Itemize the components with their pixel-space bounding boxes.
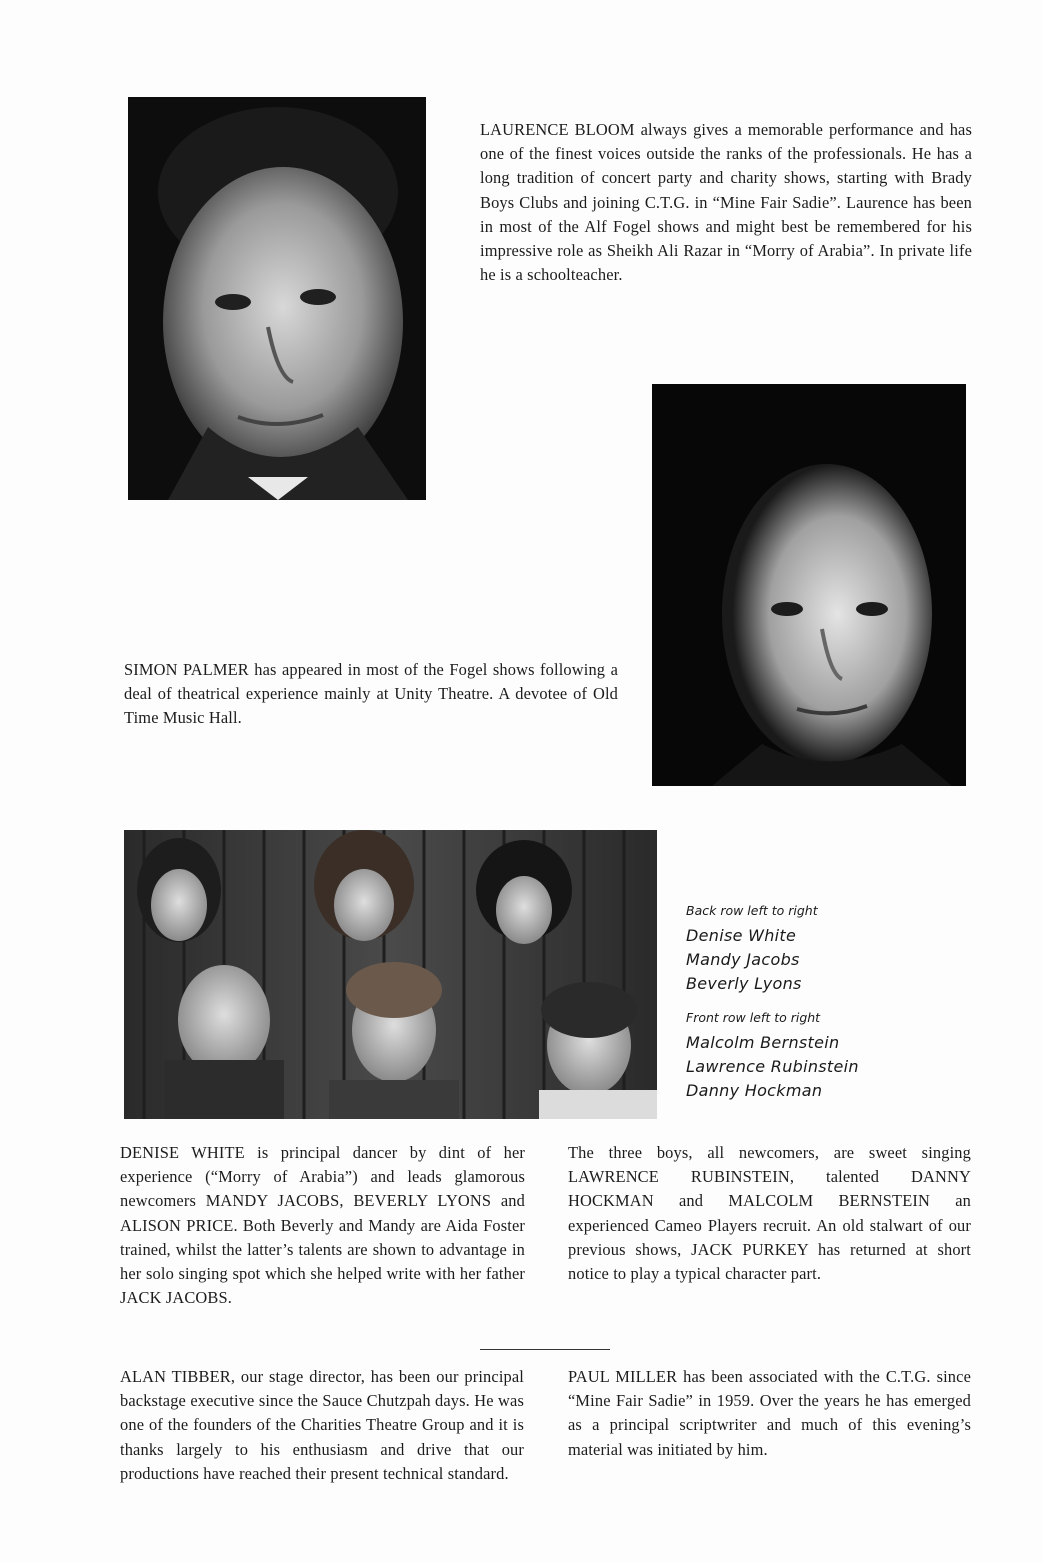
bio-laurence-bloom: LAURENCE BLOOM always gives a memorable performance and has one of the finest voices outside the ranks of the professionals. He has a long tradition of concert party and charity shows, starting with Brady Boys Clubs and joining C.T.G. in “Mine Fair Sadie”. Laurence has been in most of the Alf Fogel shows and might best be remembered for his impressive role as Sheikh Ali Razar in “Morry of Arabia”. In private life he is a schoolteacher.	[480, 120, 972, 285]
back-row-name: Denise White	[686, 926, 797, 945]
front-row-name: Malcolm Bernstein	[686, 1033, 840, 1052]
portrait-simon-palmer	[652, 384, 966, 786]
bio-paul-miller: PAUL MILLER has been associated with the C.T.G. since “Mine Fair Sadie” in 1959. Over the years he has emerged as a principal scriptwriter and much of this evening’s material was initiated by him.	[568, 1367, 971, 1459]
group-photo-caption	[686, 903, 936, 1103]
front-row-name: Danny Hockman	[686, 1081, 823, 1100]
bio-simon-palmer: SIMON PALMER has appeared in most of the Fogel shows following a deal of theatrical experience mainly at Unity Theatre. A devotee of Old Time Music Hall.	[124, 660, 618, 728]
front-row-name: Lawrence Rubinstein	[686, 1057, 859, 1076]
portrait-laurence-bloom	[128, 97, 426, 500]
back-row-name: Mandy Jacobs	[686, 950, 800, 969]
bio-denise-white: DENISE WHITE is principal dancer by dint of her experience (“Morry of Arabia”) and leads glamorous newcomers MANDY JACOBS, BEVERLY LYONS and ALISON PRICE. Both Beverly and Mandy are Aida Foster trained, whilst the latter’s talents are shown to advantage in her solo singing spot which she helped write with her father JACK JACOBS.	[120, 1143, 525, 1308]
front-row-heading: Front row left to right	[686, 1010, 821, 1025]
back-row-name: Beverly Lyons	[686, 974, 802, 993]
group-photo-cast	[124, 830, 657, 1119]
back-row-heading: Back row left to right	[686, 903, 818, 918]
bio-alan-tibber: ALAN TIBBER, our stage director, has been our principal backstage executive since the Sauce Chutzpah days. He was one of the founders of the Charities Theatre Group and it is thanks largely to his enthusiasm and drive that our productions have reached their present technical standard.	[120, 1367, 524, 1483]
bio-three-boys: The three boys, all newcomers, are sweet singing LAWRENCE RUBINSTEIN, talented DANNY HOCKMAN and MALCOLM BERNSTEIN an experienced Cameo Players recruit. An old stalwart of our previous shows, JACK PURKEY has returned at short notice to play a typical character part.	[568, 1143, 971, 1284]
section-divider	[480, 1349, 610, 1350]
